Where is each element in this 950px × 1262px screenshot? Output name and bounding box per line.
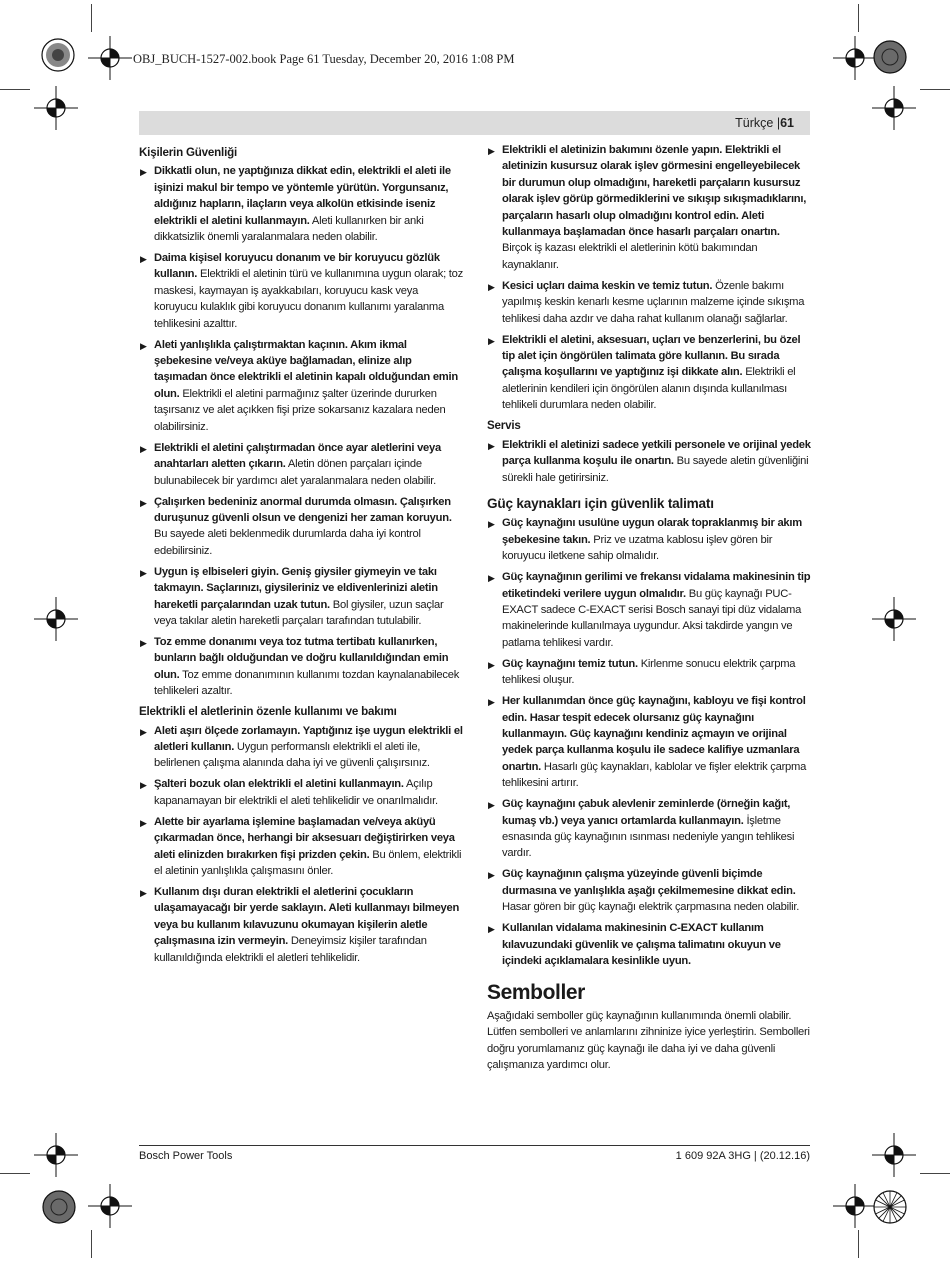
section-heading-service: Servis [487,419,521,433]
item-body-text: Aleti kullanırken bir anki dikkatsizlik önemli yaralanmalara neden olabilir. [154,214,424,244]
item-bold-text: Elektrikli el aletini çalıştırmadan önce ayar aletlerini veya anahtarları aletten çıkarın. [154,441,441,471]
list-item [139,634,463,700]
trim-line [920,1173,950,1174]
trim-line [91,4,92,32]
item-body-text: Açılıp kapanamayan bir elektrikli el aleti tehlikelidir ve onarılmalıdır. [154,778,438,807]
item-bold-text: Alette bir ayarlama işlemine başlamadan ve/veya aküyü çıkarmadan önce, herhangi bir aksesuarı değiştirirken veya aleti elinizden bırakırken fişi prizden çekin. [154,815,455,861]
item-body-text: Hasar gören bir güç kaynağı elektrik çarpmasına neden olabilir. [502,901,800,914]
list-item [139,884,463,966]
item-bold-text: Aleti aşırı ölçede zorlamayın. Yaptığınız işe uygun elektrikli el aletleri kullanın. [154,724,463,753]
item-body-text: İşletme esnasında güç kaynağının ısınması nedeniyle yangın tehlikesi vardır. [502,814,795,860]
star-target-icon [872,39,908,75]
bullet-triangle-icon: ▶ [488,440,495,451]
list-item [487,515,811,564]
item-body-text: Bu sayede aleti beklenmedik durumlarda daha iyi kontrol edebilirsiniz. [154,528,421,557]
color-bar-icon [40,37,76,73]
registration-crosshair-icon [872,86,916,130]
color-bar-icon [41,1189,77,1225]
item-bold-text: Elektrikli el aletinizi sadece yetkili personele ve orijinal yedek parça kullanma koşulu ile onartın. [502,438,811,468]
list-item [487,332,811,414]
item-body-text: Toz emme donanımının kullanımı tozdan kaynalanabilecek tehlikeleri azaltır. [154,668,460,698]
bullet-triangle-icon: ▶ [488,697,495,708]
bullet-triangle-icon: ▶ [488,659,495,670]
page-header-label [735,116,794,130]
item-body-text: Özenle bakımı yapılmış keskin kenarlı kesme uçlarının malzeme içinde sıkışma tehlikesi daha azdır ve daha rahat kullanım olanağı sağlarlar. [502,279,805,325]
bullet-triangle-icon: ▶ [488,800,495,811]
item-bold-text: Aleti yanlışlıkla çalıştırmaktan kaçının. Akım ikmal şebekesine ve/veya aküye bağlamadan, elinize alıp taşımadan önce elektrikli el aletinin kapalı olduğundan emin olun. [154,338,458,400]
item-body-text: Deneyimsiz kişiler tarafından kullanıldığında elektrikli el aletleri tehlikelidir. [154,935,427,964]
item-body-text: Elektrikli el aletlerinin kendileri için öngörülen alanın dışında kullanılması tehlikeli durumlara neden olabilir. [502,366,796,412]
item-bold-text: Her kullanımdan önce güç kaynağını, kabloyu ve fişi kontrol edin. Hasar tespit edecek olursanız güç kaynağını kullanmayın. Güç kaynağını kendiniz açmayın ve orijinal yedek parça kullanma koşulu ile sadece kalifiye uzmanlara onartın. [502,695,806,773]
bullet-triangle-icon: ▶ [140,780,147,791]
item-bold-text: Elektrikli el aletini, aksesuarı, uçları ve benzerlerini, bu özel tip alet için öngörülen talimata göre kullanın. Bu sırada çalışma koşullarını ve yaptığınız işi dikkate alın. [502,333,801,379]
tool-use-care-list [139,723,463,966]
trim-line [920,89,950,90]
list-item [139,250,463,332]
bullet-triangle-icon: ▶ [488,924,495,935]
registration-crosshair-icon [34,86,78,130]
left-column [139,142,463,971]
registration-crosshair-icon [88,36,132,80]
section-heading-tool-use-care: Elektrikli el aletlerinin özenle kullanımı ve bakımı [139,705,397,719]
list-item [487,278,811,327]
item-body-text: Kirlenme sonucu elektrik çarpma tehlikesi oluşur. [502,657,796,687]
page-number: 61 [780,116,794,130]
footer-rule [139,1145,810,1146]
registration-crosshair-icon [833,36,877,80]
trim-line [0,89,30,90]
list-item [487,569,811,651]
item-body-text: Hasarlı güç kaynakları, kablolar ve fişler elektrik çarpma tehlikesini artırır. [502,760,807,790]
list-item [487,920,811,969]
list-item [487,796,811,862]
item-bold-text: Daima kişisel koruyucu donanım ve bir koruyucu gözlük kullanın. [154,252,440,281]
list-item [139,776,463,809]
trim-line [858,4,859,32]
bullet-triangle-icon: ▶ [140,637,147,648]
section-heading-power-supply-safety: Güç kaynakları için güvenlik talimatı [487,495,714,511]
item-bold-text: Güç kaynağının gerilimi ve frekansı vidalama makinesinin tip etiketindeki verilere uygun olmalıdır. [502,571,811,600]
bullet-triangle-icon: ▶ [140,726,147,737]
list-item [139,814,463,880]
list-item [139,564,463,630]
registration-crosshair-icon [872,597,916,641]
item-body-text: Priz ve uzatma kablosu işlev gören bir koruyucu iletkene sahip olmalıdır. [502,533,773,563]
item-body-text: Bol giysiler, uzun saçlar veya takılar aletin hareketli parçaları tarafından tutulabilir. [154,598,444,627]
trim-line [858,1230,859,1258]
bullet-triangle-icon: ▶ [488,146,495,156]
section-heading-personal-safety: Kişilerin Güvenliği [139,146,237,159]
bullet-triangle-icon: ▶ [140,443,147,454]
footer-brand: Bosch Power Tools [139,1150,233,1162]
header-language: Türkçe [735,116,774,130]
list-item [139,440,463,489]
item-bold-text: Çalışırken bedeniniz anormal durumda olmasın. Çalışırken duruşunuz güvenli olsun ve dengenizi her zaman koruyun. [154,495,452,524]
registration-crosshair-icon [34,1133,78,1177]
item-bold-text: Kesici uçları daima keskin ve temiz tutun. [502,279,713,292]
item-bold-text: Şalteri bozuk olan elektrikli el aletini kullanmayın. [154,778,404,791]
list-item [139,337,463,435]
list-item [487,656,811,689]
header-separator: | [776,116,781,130]
item-bold-text: Elektrikli el aletinizin bakımını özenle yapın. Elektrikli el aletinizin kusursuz olarak işlev görmesini engelleyebilecek bir durumun olup olmadığını, hareketli parçaların kusursuz olarak işlev görüp görmediklerini ve sıkışıp sıkışmadıklarını, parçaların hasarlı olup olmadığını kontrol edin. Aleti kullanmaya başlamadan önce hasarlı parçaları onartın. [502,144,807,239]
bullet-triangle-icon: ▶ [488,870,495,881]
registration-crosshair-icon [872,1133,916,1177]
page-header-bar [139,111,810,135]
list-item [139,723,463,772]
bullet-triangle-icon: ▶ [140,497,147,508]
trim-line [91,1230,92,1258]
list-item [487,437,811,486]
footer-doc-code: 1 609 92A 3HG | (20.12.16) [675,1150,810,1162]
list-item [139,494,463,560]
item-bold-text: Toz emme donanımı veya toz tutma tertibatı kullanırken, bunların bağlı olduğundan ve doğru kullanıldığından emin olun. [154,635,449,681]
item-bold-text: Güç kaynağını usulüne uygun olarak topraklanmış bir akım şebekesine takın. [502,517,802,546]
registration-crosshair-icon [34,597,78,641]
service-list [487,437,811,486]
item-body-text: Uygun performanslı elektrikli el aleti ile, belirlenen çalışma alanında daha iyi ve güvenli çalışırsınız. [154,740,430,770]
bullet-triangle-icon: ▶ [488,281,495,292]
registration-crosshair-icon [88,1184,132,1228]
item-body-text: Bu önlem, elektrikli el aletinin yanlışlıkla çalışmasını önler. [154,848,462,877]
personal-safety-list [139,163,463,699]
tool-care-list [487,142,811,414]
print-slug: OBJ_BUCH-1527-002.book Page 61 Tuesday, December 20, 2016 1:08 PM [133,52,515,66]
item-body-text: Bu sayede aletin güvenliğini sürekli hale getirirsiniz. [502,455,809,484]
star-target-icon [872,1189,908,1225]
item-body-text: Birçok iş kazası elektrikli el aletlerinin kötü bakımından kaynaklanır. [502,242,758,271]
item-body-text: Elektrikli el aletini parmağınız şalter üzerinde dururken taşırsanız ve alet açıkken fişi prize sokarsanız kazalara neden olabilirsiniz. [154,387,446,433]
item-body-text: Elektrikli el aletinin türü ve kullanımına uygun olarak; toz maskesi, kaymayan iş ayakkabıları, koruyucu kask veya koruyucu kulaklık gibi koruyucu donanım kullanımı yaralanma tehlikesini azalttır. [154,268,463,330]
list-item [487,866,811,915]
item-bold-text: Uygun iş elbiseleri giyin. Geniş giysiler giymeyin ve takı takmayın. Saçlarınızı, giysileriniz ve eldivenlerinizi aletin hareketli parçalarından uzak tutun. [154,565,438,611]
item-bold-text: Güç kaynağının çalışma yüzeyinde güvenli biçimde durmasına ve yanlışlıkla aşağı çekilmemesine dikkat edin. [502,868,796,897]
bullet-triangle-icon: ▶ [140,888,147,898]
item-bold-text: Güç kaynağını temiz tutun. [502,657,638,670]
power-supply-safety-list [487,515,811,969]
bullet-triangle-icon: ▶ [140,340,147,351]
bullet-triangle-icon: ▶ [140,817,147,828]
bullet-triangle-icon: ▶ [140,567,147,578]
bullet-triangle-icon: ▶ [488,573,495,584]
bullet-triangle-icon: ▶ [140,167,147,178]
symbols-paragraph: Aşağıdaki semboller güç kaynağının kullanımında önemli olabilir. Lütfen sembolleri ve anlamlarını zihninize iyice yerleştirin. Sembolleri doğru yorumlamanız güç kaynağı ile daha iyi ve daha güvenli çalışmanıza yardımcı olur. [487,1009,810,1072]
bullet-triangle-icon: ▶ [488,519,495,530]
list-item [487,142,811,273]
item-bold-text: Kullanım dışı duran elektrikli el aletlerini çocukların ulaşamayacağı bir yerde saklayın. Aleti kullanmayı bilmeyen veya bu kullanım kılavuzunu okumayan kişilerin aletle çalışmasına izin vermeyin. [154,886,460,948]
list-item [487,693,811,791]
section-heading-symbols: Semboller [487,981,585,1005]
list-item [139,163,463,245]
right-column [487,142,811,1073]
trim-line [0,1173,30,1174]
registration-crosshair-icon [833,1184,877,1228]
item-body-text: Bu güç kaynağı PUC-EXACT sadece C-EXACT serisi Bosch sanayi tipi düz vidalama makinelerinde kullanılmaya uygundur. Aksi takdirde yangın ve patlama tehlikesi vardır. [502,587,802,649]
item-bold-text: Güç kaynağını çabuk alevlenir zeminlerde (örneğin kağıt, kumaş vb.) veya yanıcı ortamlarda kullanmayın. [502,798,791,827]
bullet-triangle-icon: ▶ [488,335,495,346]
item-body-text: Aletin dönen parçaları içinde bulunabilecek bir yardımcı alet yaralanmalara neden olabilir. [154,458,437,487]
bullet-triangle-icon: ▶ [140,254,147,265]
item-bold-text: Dikkatli olun, ne yaptığınıza dikkat edin, elektrikli el aleti ile işinizi makul bir tempo ve yöntemle yürütün. Yorgunsanız, aldığınız hapların, ilaçların veya alkolün etkisinde iseniz elektrikli el aletini kullanmayın. [154,165,451,227]
item-bold-text: Kullanılan vidalama makinesinin C-EXACT kullanım kılavuzundaki güvenlik ve çalışma talimatını okuyun ve içindeki açıklamalara kesinlikle uyun. [502,922,781,968]
